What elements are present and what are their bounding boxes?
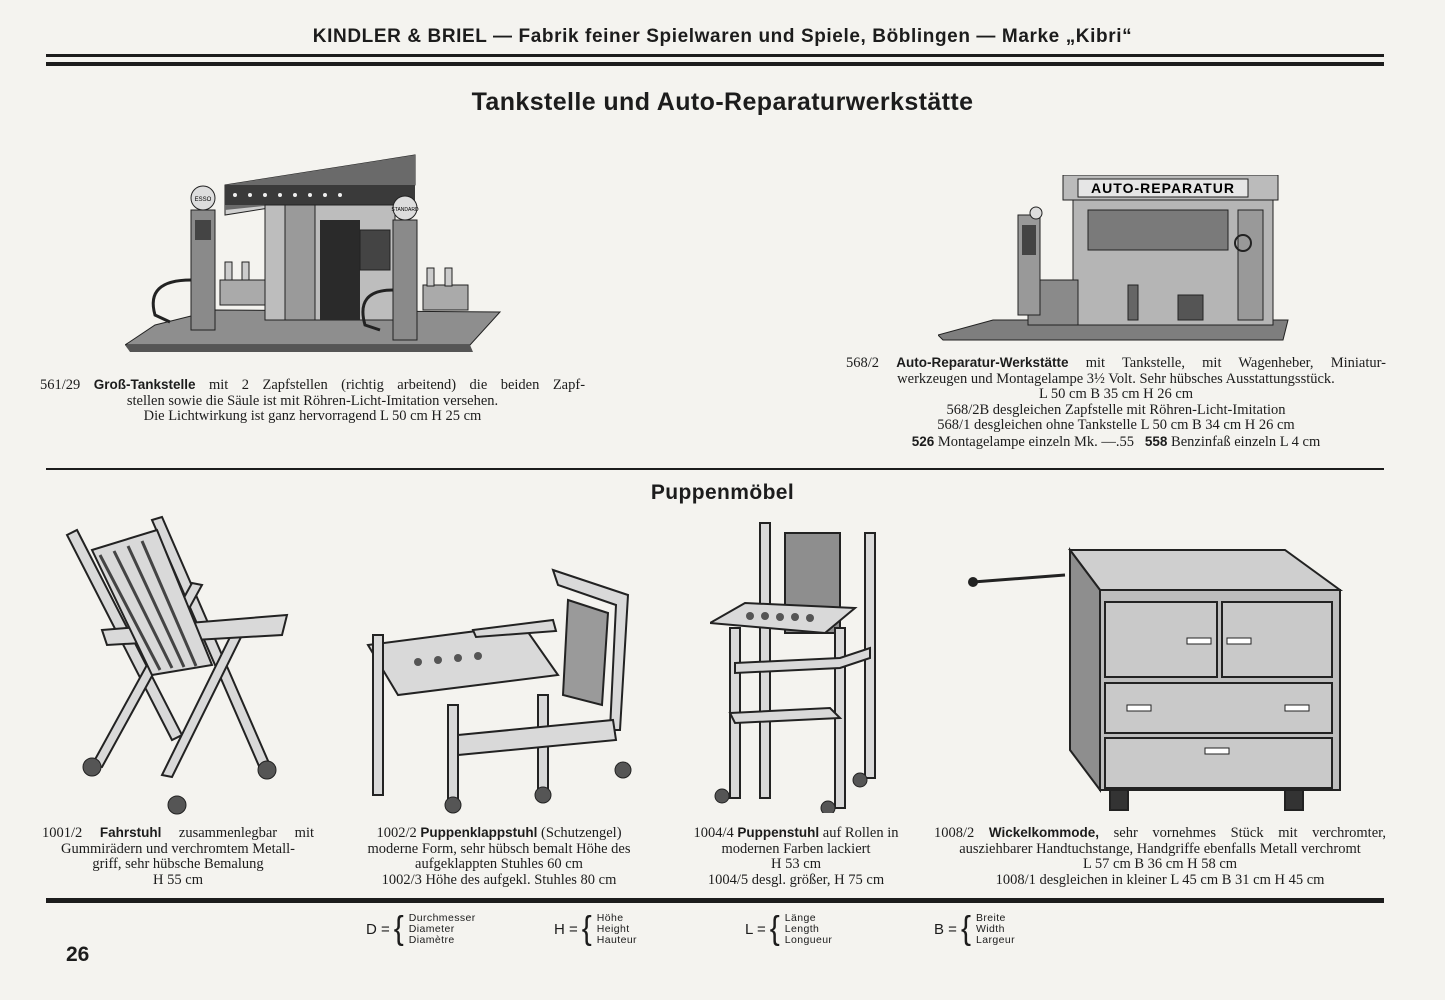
accessory-text: Benzinfaß einzeln L 4 cm [1171,433,1321,450]
legend-word-fr: Diamètre [408,933,455,946]
variant-number: 1008/1 [995,871,1036,888]
fahrstuhl-description [42,825,314,888]
legend-word-fr: Hauteur [596,933,637,946]
puppenstuhl-variant [680,873,912,889]
puppenstuhl-item-number: 1004/4 [693,825,734,841]
werkstatt-description [846,355,1386,450]
tankstelle-illustration [125,150,505,370]
werkstatt-line2: werkzeugen und Montagelampe 3½ Volt. Sehr hübsches Ausstattungsstück. [897,370,1335,387]
wickelkommode-line3: L 57 cm B 36 cm H 58 cm [1082,856,1238,872]
variant-number: 568/1 [937,417,971,433]
tankstelle-line3: Die Lichtwirkung ist ganz hervorragend L 50 cm H 25 cm [143,408,482,424]
werkstatt-variant-568-1 [846,418,1386,434]
puppenklappstuhl-line3: aufgeklappten Stuhles 60 cm [415,856,583,872]
variant-number: 1002/3 [381,871,422,888]
werkstatt-accessories [846,434,1386,451]
variant-number: 1004/5 [707,871,749,888]
catalog-header: KINDLER & BRIEL — Fabrik feiner Spielwaren und Spiele, Böblingen — Marke „Kibri“ [312,26,1133,47]
wickelkommode-line1: sehr vornehmes Stück mit verchromter, [1113,825,1387,841]
legend-brace: { [960,910,971,947]
fahrstuhl-item-name: Fahrstuhl [99,825,162,840]
auto-reparatur-sign: AUTO-REPARATUR [1091,180,1235,196]
puppenstuhl-desc-line1 [680,825,912,842]
tankstelle-line1: mit 2 Zapfstellen (richtig arbeitend) die beiden Zapf- [209,377,586,393]
puppenstuhl-illustration [710,518,880,813]
section-divider [46,468,1384,470]
wickelkommode-variant [934,873,1386,889]
page-number: 26 [66,943,90,966]
tankstelle-item-name: Groß-Tankstelle [93,377,196,392]
variant-text: desgleichen Zapfstelle mit Röhren-Licht-Imitation [992,401,1286,418]
wickelkommode-line2: ausziehbarer Handtuchstange, Handgriffe ebenfalls Metall verchromt [959,840,1361,857]
legend-width [934,911,1015,947]
werkstatt-item-number: 568/2 [846,355,880,371]
puppenklappstuhl-variant [338,873,660,889]
accessory-number: 558 [1144,433,1168,449]
fahrstuhl-line1: zusammenlegbar mit [178,825,315,841]
standard-pump-label: STANDARD [391,207,419,213]
puppenklappstuhl-line2: moderne Form, sehr hübsch bemalt Höhe des [367,840,631,857]
header-rule-bottom [46,62,1384,66]
puppenstuhl-description [680,825,912,888]
werkstatt-variant-568-2b [846,403,1386,419]
fahrstuhl-illustration [62,515,294,820]
fahrstuhl-line2: Gummirädern und verchromtem Metall- [61,840,295,857]
wickelkommode-description [934,825,1386,888]
legend-word-en: Length [784,922,820,935]
puppenstuhl-item-name: Puppenstuhl [737,825,820,840]
legend-diameter [366,911,476,947]
variant-text: desgl. größer, H 75 cm [751,871,885,888]
legend-brace: { [769,910,780,947]
legend-word-en: Diameter [408,922,455,935]
werkstatt-illustration [938,175,1313,345]
section-title-puppenmoebel: Puppenmöbel [650,481,795,504]
legend-word-fr: Largeur [975,933,1015,946]
puppenklappstuhl-illustration [358,565,638,815]
fahrstuhl-item-number: 1001/2 [42,825,83,841]
accessory-text: Montagelampe einzeln Mk. —.55 [937,433,1134,450]
puppenklappstuhl-item-number: 1002/2 [376,825,417,841]
variant-number: 568/2B [946,401,990,418]
legend-word-en: Height [596,922,630,935]
wickelkommode-item-name: Wickelkommode, [988,825,1100,840]
werkstatt-desc-line1 [846,355,1386,372]
tankstelle-desc-line1 [40,377,585,394]
tankstelle-line2: stellen sowie die Säule ist mit Röhren-Licht-Imitation versehen. [126,392,499,409]
puppenklappstuhl-description [338,825,660,888]
legend-length [745,911,832,947]
wickelkommode-illustration [965,545,1355,815]
puppenstuhl-line2: modernen Farben lackiert [721,840,871,857]
footer-rule [46,898,1384,903]
legend-word-de: Höhe [596,911,624,924]
tankstelle-item-number: 561/29 [40,377,81,393]
puppenstuhl-line1: auf Rollen in [822,825,899,841]
section-title-tankstelle: Tankstelle und Auto-Reparaturwerkstätte [471,88,974,116]
header-rule-top [46,54,1384,57]
werkstatt-item-name: Auto-Reparatur-Werkstätte [896,355,1069,370]
wickelkommode-desc-line1 [934,825,1386,842]
legend-brace: { [393,910,404,947]
variant-text: desgleichen in kleiner L 45 cm B 31 cm H 45 cm [1039,871,1325,888]
puppenklappstuhl-line1: (Schutzengel) [541,825,622,841]
legend-word-en: Width [975,922,1005,935]
werkstatt-line3: L 50 cm B 35 cm H 26 cm [1038,386,1194,402]
legend-word-de: Breite [975,911,1006,924]
tankstelle-description [40,377,585,425]
legend-key: L = [745,920,766,938]
legend-height [554,911,637,947]
puppenklappstuhl-desc-line1 [338,825,660,842]
fahrstuhl-line3: griff, sehr hübsche Bemalung [92,856,264,872]
puppenstuhl-line3: H 53 cm [771,856,821,872]
legend-word-fr: Longueur [784,933,833,946]
puppenklappstuhl-item-name: Puppenklappstuhl [420,825,538,840]
variant-text: Höhe des aufgekl. Stuhles 80 cm [425,871,617,888]
legend-word-de: Länge [784,911,816,924]
fahrstuhl-desc-line1 [42,825,314,842]
variant-text: desgleichen ohne Tankstelle L 50 cm B 34 cm H 26 cm [973,417,1295,433]
wickelkommode-item-number: 1008/2 [934,825,975,841]
esso-pump-label: ESSO [194,197,212,203]
legend-key: D = [366,920,390,938]
fahrstuhl-line4: H 55 cm [153,871,203,888]
legend-brace: { [581,910,592,947]
legend-word-de: Durchmesser [408,911,476,924]
legend-key: H = [554,920,578,938]
accessory-number: 526 [911,433,935,449]
legend-key: B = [934,920,957,938]
werkstatt-line1: mit Tankstelle, mit Wagenheber, Miniatur- [1085,355,1387,371]
